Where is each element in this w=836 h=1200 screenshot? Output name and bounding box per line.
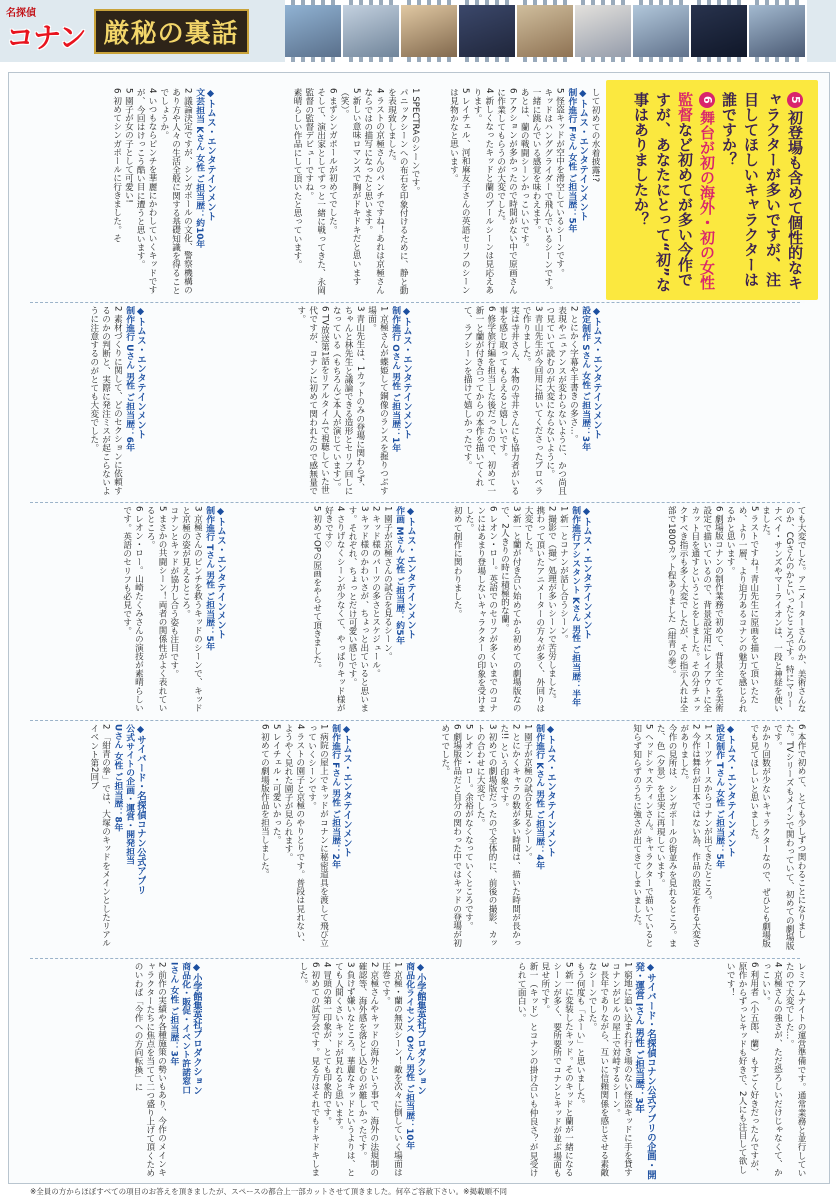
answer-text: 3 キッド様のかわいさが、ちょっと出ていると思います。それぞれ、ちょっとだけ可愛い感じです。 <box>347 506 369 712</box>
company-heading: ◆サイバード・名探偵コナン公式アプリ <box>135 724 146 895</box>
answer-text: 3 初めての劇場版だったので全体的に、前後の撮影、カットの合わせに大変でした。 <box>475 724 498 948</box>
answer-text: 5 レイチェル・可愛いかった。 <box>271 724 282 844</box>
answer-text: 3 新一と蘭が付き合い始めてから初めての劇場版なので、2人きりの時に積極的な蘭。 <box>499 506 522 712</box>
staff-credit: 制作進行アシスタント Kさん 男性 ご担当歴：半年 <box>570 506 581 707</box>
staff-credit: 制作進行 Kさん 男性 ご担当歴：4年 <box>534 724 545 870</box>
answer-panel <box>430 962 656 1180</box>
answer-text: レミアムナイトの運営準備です。通常業務と並行していたので大変でした…。 <box>784 962 806 1177</box>
film-frame-image <box>517 0 575 62</box>
film-frame-image <box>749 0 807 62</box>
question-number-5: 5 <box>787 92 803 108</box>
answer-text: 2 議論決定ですが、シンガポールの文化、警察機構のあり方や人々の生活全般に関する基礎知識を得ることでしょうか。 <box>158 88 193 295</box>
answer-text: 4 いつもならピンチを華麗にかわしていくキッドですが、今回はけっこう酷い目に遭うと思います。 <box>135 88 158 294</box>
answer-text: 4 ラストの園子と京極のやりとりです。普段は見れない、ようやく見れた園子が見られます。 <box>283 724 305 948</box>
answer-text: キッドはハンググライダーで飛んでいるシーンです。一緒に跳んでいる感覚を味わえます。 <box>531 88 553 295</box>
answer-panel <box>30 88 216 300</box>
film-frame-image <box>285 0 343 62</box>
footnote: ※全員の方からほぼすべての項目のお答えを頂きましたが、スペースの都合上一部カットさせて頂きました。何卒ご容赦下さい。※掲載順不同 <box>30 1187 507 1196</box>
answer-text: 1 スーツケースからコナンが出てきたところ。 <box>702 724 713 905</box>
page-title: 厳秘の裏話 <box>94 9 249 54</box>
answer-text: 6 レオン・ロー。山崎たくみさんの演技が素晴らしいです。英語のセリフも必見です。 <box>121 506 144 712</box>
answer-text: 2 とにかくキャラの数が多い時間は、描いた時間が長かった!! という印象です。 <box>498 724 521 948</box>
answer-text: 6 アクションが多かったので時間がない中で原画さんに作業してもらうのが大変でした。 <box>495 88 518 294</box>
answer-text: コナンとキッドが協力し合う姿も注目です。 <box>168 506 179 678</box>
company-heading: ◆トムス・エンタテインメント <box>725 724 736 858</box>
answer-text: 4 ラストの京極さんのパンチですね！あれは京極さんならではの描写になったと思います。 <box>362 88 385 294</box>
film-frame-image <box>401 0 459 62</box>
staff-credit: Uさん 女性 ご担当歴：8年 <box>112 724 123 832</box>
answer-text: 6 レオン・ロー。英語でのセリフが多くいまでのコナンにはあまり登場しないキャラクターの印象を受けました。 <box>464 506 498 713</box>
answer-panel <box>560 724 736 954</box>
answer-text: 2 とにかく字幕や手書きの多さ…。 <box>568 306 579 444</box>
answer-text: 5 ヘッドシャスティンさん。キャラクターで描いていると知らず知らずのうちに強さが出てきてしまいました。 <box>631 724 654 948</box>
answer-panel <box>416 306 602 498</box>
answer-text: かかり回数が少ないキャラクターなので、ぜひとも劇場版でも見てほしいと思いました。 <box>748 724 771 948</box>
question-6-end: “初”な事はありましたか？ <box>632 92 672 292</box>
answer-text: あとは、蘭の戦闘シーンかっこいいです。 <box>519 88 530 252</box>
brand-name: コナン <box>6 21 86 54</box>
company-heading: ◆トムス・エンタテインメント <box>591 306 602 440</box>
answer-text: 新一（キッド）とコナンの掛け合いも仲良さ？が見受けられて面白い。 <box>516 962 539 1177</box>
question-6-highlight: 舞台が初の海外・初の女性監督 <box>676 92 716 290</box>
staff-credit: 制作進行 Tさん 男性 ご担当歴：5年 <box>204 506 215 651</box>
film-frame-image <box>633 0 691 62</box>
answer-text: 3 京極さんのピンチを救うキッドのシーンで、キッドと京極の姿が見えるところ。 <box>180 506 203 712</box>
company-heading: ◆トムス・エンタテインメント <box>405 506 416 640</box>
question-number-6: 6 <box>699 92 715 108</box>
staff-credit: 設定制作 Sさん 女性 ご担当歴：3年 <box>580 306 591 451</box>
question-text <box>630 92 806 292</box>
answer-text: 4 さりげなくシーンが少なくて、やっぱりキッド様が好きです♡ <box>323 506 346 712</box>
answer-text: 1 京極さんが蝶姫して銅像のランスを握りつぶす場面。 <box>366 306 389 495</box>
staff-credit: 制作進行 Fさん 男性 ご担当歴：2年 <box>330 724 341 869</box>
company-heading: ◆トムス・エンタテインメント <box>205 88 216 222</box>
answer-panel <box>356 724 556 954</box>
row-divider <box>30 302 800 303</box>
answer-text: 1 園子が京極の試合を見るシーン。 <box>522 724 533 862</box>
staff-credit: 制作進行 Fさん 女性 ご担当歴：5年 <box>566 88 577 233</box>
staff-credit: 制作進行 Uさん 男性 ご担当歴：6年 <box>124 306 135 452</box>
staff-credit: 公式サイトの企画・運営・開発担当 <box>124 724 135 865</box>
company-heading: ◆トムス・エンタテインメント <box>341 724 352 858</box>
answer-text: そして、演出家としてずっと一緒に戦ってきた、永岡監督の監督デビューですね。 <box>303 88 326 295</box>
company-heading: ◆小学館集英社プロダクション <box>191 962 202 1096</box>
film-strip-banner <box>285 0 807 62</box>
answer-text: 1 京極・蘭の無双シーン！敵を次々に倒していく場面は圧巻です。 <box>380 962 403 1177</box>
page-header <box>0 0 836 62</box>
answer-text: 6 まずシンガポールが初めてでした。 <box>327 88 338 234</box>
answer-text: 5 園子が女の子として可愛い! <box>123 88 134 203</box>
answer-text: 3 青山先生が今回用に描いてくださったプロペラで作りました。 <box>521 306 544 495</box>
staff-credit: 商品化ライセンス Oさん 男性 ご担当歴：10年 <box>404 962 415 1150</box>
answer-text: 携わって頂いたアニメーターの方々が多く、外回りは大変でした。 <box>523 506 545 713</box>
company-heading: ◆トムス・エンタテインメント <box>401 306 412 440</box>
answer-text: 6 劇場版コナンの制作業務で初めて、背景全てを美術設定で描いているので、背景設定用にレイアウトに全カット目を通すということをしました。その分チェックすべき指示も多く大変でしたが、その指示入れは全部で1800カット程ありました（紺青の拳）。 <box>666 506 724 713</box>
answer-panel <box>206 962 426 1180</box>
answer-text: 実は寺井さん、本物の寺井さんにも協力者がいる事を感じ取ってもらえると嬉しいです。 <box>497 306 520 496</box>
answer-text: 4 京極さんの強さが、ただ恐ろしいだけじゃなくて、かっこいい。 <box>760 962 783 1177</box>
row-divider <box>30 502 800 503</box>
answer-panel <box>424 88 600 300</box>
staff-credit: 設定制作 Tさん 女性 ご担当歴：5年 <box>714 724 725 869</box>
answer-text: 5 まさかの共闘シーン！両者の関係性がよく表れているところ。 <box>145 506 168 712</box>
answer-panel <box>150 306 412 498</box>
answer-text: ても大変でした。アニメーターさんのか、美術さんなのか、CGさんのかといったところです。特にマリーナベイ・サンズやマーライオンは、一段と神経を使いました。 <box>760 506 806 713</box>
staff-credit: 文芸担当 Kさん 女性 ご担当歴：約10年 <box>194 88 205 249</box>
answer-text: 5 レオン・ロー。余裕がなくなっていくところです。 <box>463 724 474 930</box>
answer-text: 初めて制作に関わりました。 <box>452 506 463 618</box>
staff-credit: 作画 Mさん 女性 ご担当歴：約5年 <box>394 506 405 645</box>
answer-text: 4 冒頭の第一印象が、とても印象的です。 <box>321 962 332 1125</box>
answer-text: 6 初めての劇場版作品を担当しました。 <box>259 724 270 879</box>
answer-panel <box>220 88 420 300</box>
answer-text: 1 園子が京極さんの試合を見るシーン。 <box>382 506 393 661</box>
answer-text: 1 新一とコナンが話し合うシーン。 <box>558 506 569 644</box>
question-box <box>606 80 818 300</box>
answer-panel <box>230 506 416 716</box>
question-5: 初登場も含めて個性的なキャラクターが多いですが、注目してほしいキャラクターは誰ですか？ <box>720 92 804 290</box>
answer-text: 5 新しい意味ロマンスで胸がドキドキだと思います（笑）。 <box>339 88 362 286</box>
answer-panel <box>30 962 202 1180</box>
answer-text: 6 利用者（小五郎、蘭）もすごく好きだったんですが、原作からずっとキッドも好きで、2人にも注目して欲しいです！ <box>725 962 759 1177</box>
film-frame-image <box>691 0 749 62</box>
answer-text: 5 ラストですね！青山先生に原画を描いて頂いたため、より一層、より迫力あるコナンの魅力を感じられるかと思います。 <box>725 506 759 713</box>
answer-panel <box>30 724 146 954</box>
staff-credit: 商品化・販促・イベント許諾窓口 <box>180 962 191 1094</box>
company-heading: ◆小学館集英社プロダクション <box>415 962 426 1096</box>
film-frame-image <box>459 0 517 62</box>
answer-text: 2 キッド様のパーツの多さとスケジュール。 <box>370 506 381 678</box>
answer-text: 3 長年でありながら、互いに信頼関係を感じさせる素敵なシーンでした。 <box>587 962 609 1177</box>
answer-text: 5 新一に変装したキッド。そのキッドと蘭が一緒になるシーンが多く、要所要所でコナンとキッドが並ぶ場面も見せ所です。 <box>539 962 574 1177</box>
answer-text: 2 今作は舞台が日本ではない為、作品の設定を作る大変さがありました。 <box>678 724 701 948</box>
answer-panel <box>740 724 806 954</box>
answer-text: 6 TV放送第1話をリアルタイムで視聴していた世代ですが、コナンに初めて関われたので感無量です。 <box>295 306 330 496</box>
answer-text: 2 前作の実績や各種施策の勢いもあり、今作のメインキャラクターたちに焦点を当てて二つ盛り上げて頂くためのいわば「今作への方向転換」に <box>133 962 167 1177</box>
answer-text: 5 怪盗キッドが空中を滑空しているシーンです。 <box>554 88 565 277</box>
answer-text: 2 撮影で（撮）処理が多いシーンで苦労しました。 <box>546 506 557 704</box>
answer-text: 2 素材づくりに関して、どのセクションに依頼するのかの判断と、実際に発注ミスが起こらないように注意するのがとても大変でした。 <box>88 306 123 496</box>
company-heading: ◆トムス・エンタテインメント <box>577 88 589 222</box>
staff-credit: 制作進行 Oさん 男性 ご担当歴：1年 <box>390 306 401 452</box>
answer-text: もう何度も「よーい」と思いました。 <box>575 962 586 1109</box>
answer-panel <box>660 962 806 1180</box>
answer-text: 2 京極さんやキッドの海外という事で、海外の法規制の確認等、海外感を落とし込むのが難しかったです。 <box>357 962 379 1177</box>
brand-small-text: 名探偵 <box>6 8 36 19</box>
answer-panel <box>30 306 146 498</box>
company-heading: ◆サイバード・名探偵コナン公式アプリの企画・開発・運営 Iさん 男性 ご担当歴：3年 <box>633 962 656 1180</box>
conan-logo <box>6 6 249 56</box>
company-heading: ◆トムス・エンタテインメント <box>215 506 226 640</box>
answer-panel <box>606 306 806 498</box>
answer-text: 表現やニュアンスが変わらないように、かつ尚且つ見ていて読むのが大変にならないように。 <box>544 306 567 496</box>
question-6-middle: など初めてが多い今作ですが、あなたにとって <box>654 92 694 287</box>
company-heading: ◆トムス・エンタテインメント <box>581 506 592 640</box>
answer-panel <box>30 506 226 716</box>
answer-text: 今作の見所は、シンガポールの街並みを見れるところ。また、色（夕景）を忠実に再現しています。 <box>655 724 678 948</box>
film-frame-image <box>575 0 633 62</box>
answer-text: 5 レイチェル、河和麻友子さんの英語セリフのシーンは見物かなと思います。 <box>448 88 471 294</box>
row-divider <box>30 958 800 959</box>
answer-text: 1 SPECTRAのシーンです。 <box>410 88 420 196</box>
answer-text: 1 病院の屋上でキッドがコナンに秘密道具を渡して飛び立っていくシーンです。 <box>306 724 329 948</box>
answer-text: 3 負けず嫌いなところ。華麗なキッドというよりは、とても人間くさいキッドが見れると思います。 <box>333 962 356 1177</box>
answer-text: 2 「紺青の拳」では、大塚のキッドをメインとしたリアルイベント第2回ブ <box>88 724 111 948</box>
company-heading: ◆トムス・エンタテインメント <box>545 724 556 858</box>
answer-panel <box>150 724 352 954</box>
answer-text: して初めての水着披露!? <box>590 88 600 183</box>
answer-panel <box>596 506 806 716</box>
film-frame-image <box>343 0 401 62</box>
answer-text: 4 新しくなったキッドと蘭のプールシーンは見応えあります。 <box>472 88 494 294</box>
staff-credit: Iさん 女性 ご担当歴：3年 <box>168 962 179 1066</box>
row-divider <box>30 720 800 721</box>
answer-text: 6 劇場版作品だと自分の関わった中ではキッドの登場が初めてでした。 <box>439 724 462 948</box>
answer-text: 6 修学旅行編を担当した後だったので、初めて一新一と蘭が付き合ってからの本作を描いてくれて、ラブシーンを描けて嬉しかったです。 <box>462 306 496 495</box>
answer-text: 6 初めての試写会です。見る方はそれでもドキドキしました。 <box>298 962 320 1177</box>
answer-text: 3 青山先生は、1カットのみの登場に関わらず、ちゃんと林先生と議論できる造形とセリフ回しになっている（もちろんご本人が演じています）。 <box>331 306 365 496</box>
answer-text: 1 窮地に追い込まれ行き場のない怪盗キッドに手を貸すコナンがビルの屋上で対峙するシーン。 <box>610 962 633 1177</box>
answer-text: 素晴らしい作品にして頂いたと思っています。 <box>292 88 303 269</box>
answer-text: 6 本作で初めて、とても少しずつ関わることになりました。TVシリーズもメインで関わっていて、初めての劇場版です。 <box>772 724 806 951</box>
answer-text: パニックシーンへの布石を印象付けるために、静と動を表現致しました。 <box>386 88 409 295</box>
answer-text: 6 初めてシンガポールに行きました。そ <box>111 88 122 243</box>
answer-panel <box>420 506 592 716</box>
company-heading: ◆トムス・エンタテインメント <box>135 306 146 440</box>
answer-text: 5 初めてOPの原画をやらせて頂きました。 <box>311 506 322 673</box>
